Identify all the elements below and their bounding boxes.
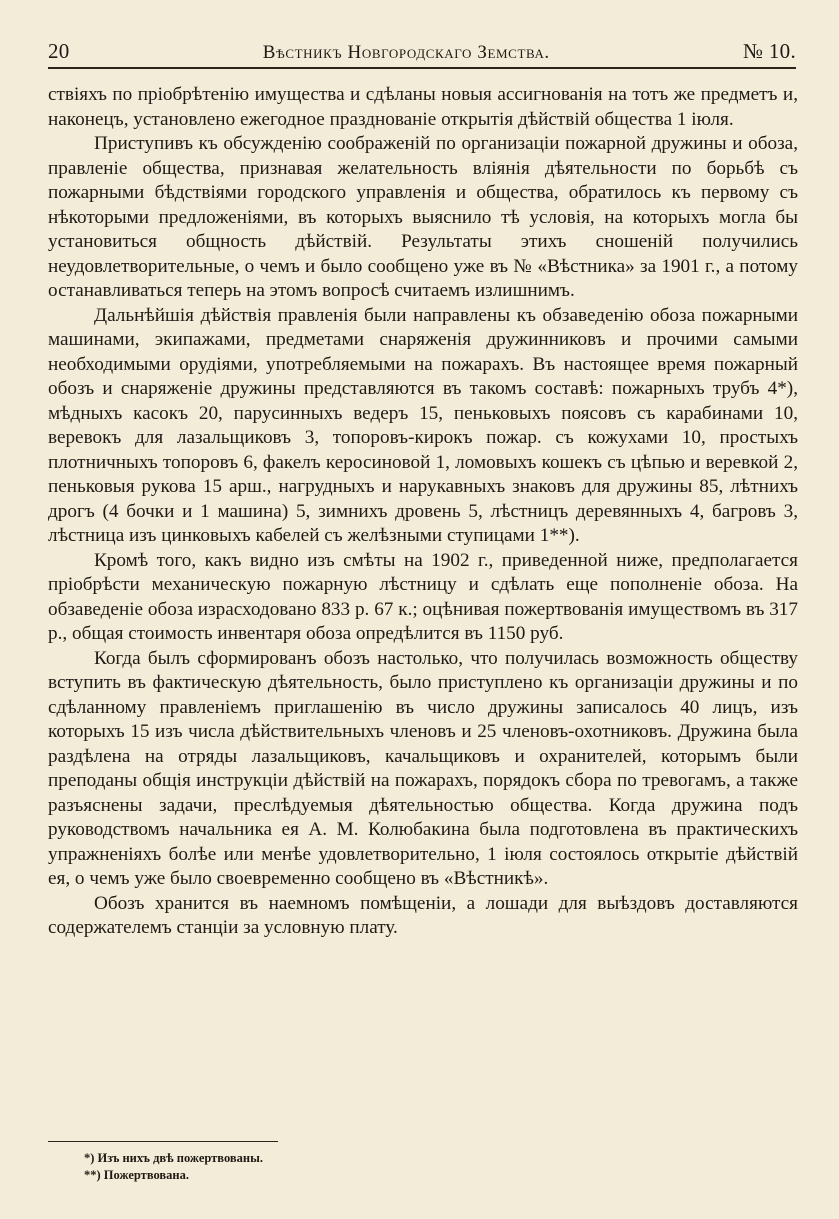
paragraph: Когда былъ сформированъ обозъ настолько, что получилась возможность обществу вступить въ фактическую дѣятельность, было приступлено къ организаціи дружины и по сдѣланному правленіемъ приглашенію въ число дружины записалось 40 лицъ, изъ которыхъ 15 изъ числа дѣйствительныхъ членовъ и 25 членовъ-охотниковъ. Дружина была раздѣлена на отряды лазальщиковъ, качальщиковъ и охранителей, которымъ были преподаны общія инструкціи дѣйствій на пожарахъ, порядокъ сбора по тревогамъ, а также разъяснены задачи, преслѣдуемыя дѣятельностью общества. Когда дружина подъ руководствомъ начальника ея А. М. Колюбакина была подготовлена въ практическихъ упражненіяхъ болѣе или менѣе удовлетворительно, 1 іюля состоялось открытіе дѣйствій ея, о чемъ уже было своевременно сообщено въ «Вѣстникѣ». bbox=[48, 647, 798, 889]
paragraph: Дальнѣйшія дѣйствія правленія были направлены къ обзаведенію обоза пожарными машинами, экипажами, предметами снаряженія дружинниковъ и прочими самыми необходимыми орудіями, употребляемыми на пожарахъ. Въ настоящее время пожарный обозъ и снаряженіе дружины представляются въ такомъ составѣ: пожарныхъ трубъ 4*), мѣдныхъ касокъ 20, парусинныхъ ведеръ 15, пеньковыхъ поясовъ съ карабинами 10, веревокъ для лазальщиковъ 3, топоровъ-кирокъ пожар. съ кожухами 10, простыхъ плотничныхъ топоровъ 6, факелъ керосиновой 1, ломовыхъ кошекъ съ цѣпью и веревкой 2, пеньковыя рукова 15 арш., нагрудныхъ и нарукавныхъ знаковъ для дружины 85, лѣтнихъ дрогъ (4 бочки и 1 машина) 5, зимнихъ дровень 5, лѣстницъ деревянныхъ 4, багровъ 3, лѣстница изъ цинковыхъ кабелей съ желѣзными ступицами 1**). bbox=[48, 304, 798, 546]
footnote: **) Пожертвована. bbox=[84, 1168, 190, 1182]
paragraph: Кромѣ того, какъ видно изъ смѣты на 1902 г., приведенной ниже, предполагается пріобрѣсти механическую пожарную лѣстницу и сдѣлать еще пополненіе обоза. На обзаведеніе обоза израсходовано 833 р. 67 к.; оцѣнивая пожертвованія имуществомъ въ 317 р., общая стоимость инвентаря обоза опредѣлится въ 1150 руб. bbox=[48, 549, 798, 644]
issue-number: № 10. bbox=[742, 39, 796, 63]
footnote-rule bbox=[48, 1141, 278, 1142]
body-text bbox=[48, 83, 798, 941]
header-rule bbox=[48, 67, 796, 69]
page-number: 20 bbox=[48, 39, 70, 63]
paragraph: ствіяхъ по пріобрѣтенію имущества и сдѣланы новыя ассигнованія на тотъ же предметъ и, наконецъ, установлено ежегодное празднованіе открытія дѣйствій общества 1 іюля. bbox=[48, 84, 798, 130]
footnote: *) Изъ нихъ двѣ пожертвованы. bbox=[84, 1151, 263, 1165]
paragraph: Приступивъ къ обсужденію соображеній по организаціи пожарной дружины и обоза, правленіе общества, признавая желательность вліянія дѣятельности по борьбѣ съ пожарными бѣдствіями городского управленія и общества, обратилось къ первому съ нѣкоторыми предложеніями, въ которыхъ выяснило тѣ условія, на которыхъ могла бы установиться общность дѣйствій. Результаты этихъ сношеній получились неудовлетворительные, о чемъ и было сообщено уже въ № «Вѣстника» за 1901 г., а потому останавливаться теперь на этомъ вопросѣ считаемъ излишнимъ. bbox=[48, 133, 798, 301]
running-header bbox=[48, 30, 796, 64]
journal-title: Вѣстникъ Новгородскаго Земства. bbox=[262, 42, 550, 63]
footnotes bbox=[84, 1150, 684, 1184]
paragraph: Обозъ хранится въ наемномъ помѣщеніи, а лошади для выѣздовъ доставляются содержателемъ станціи за условную плату. bbox=[48, 892, 798, 938]
